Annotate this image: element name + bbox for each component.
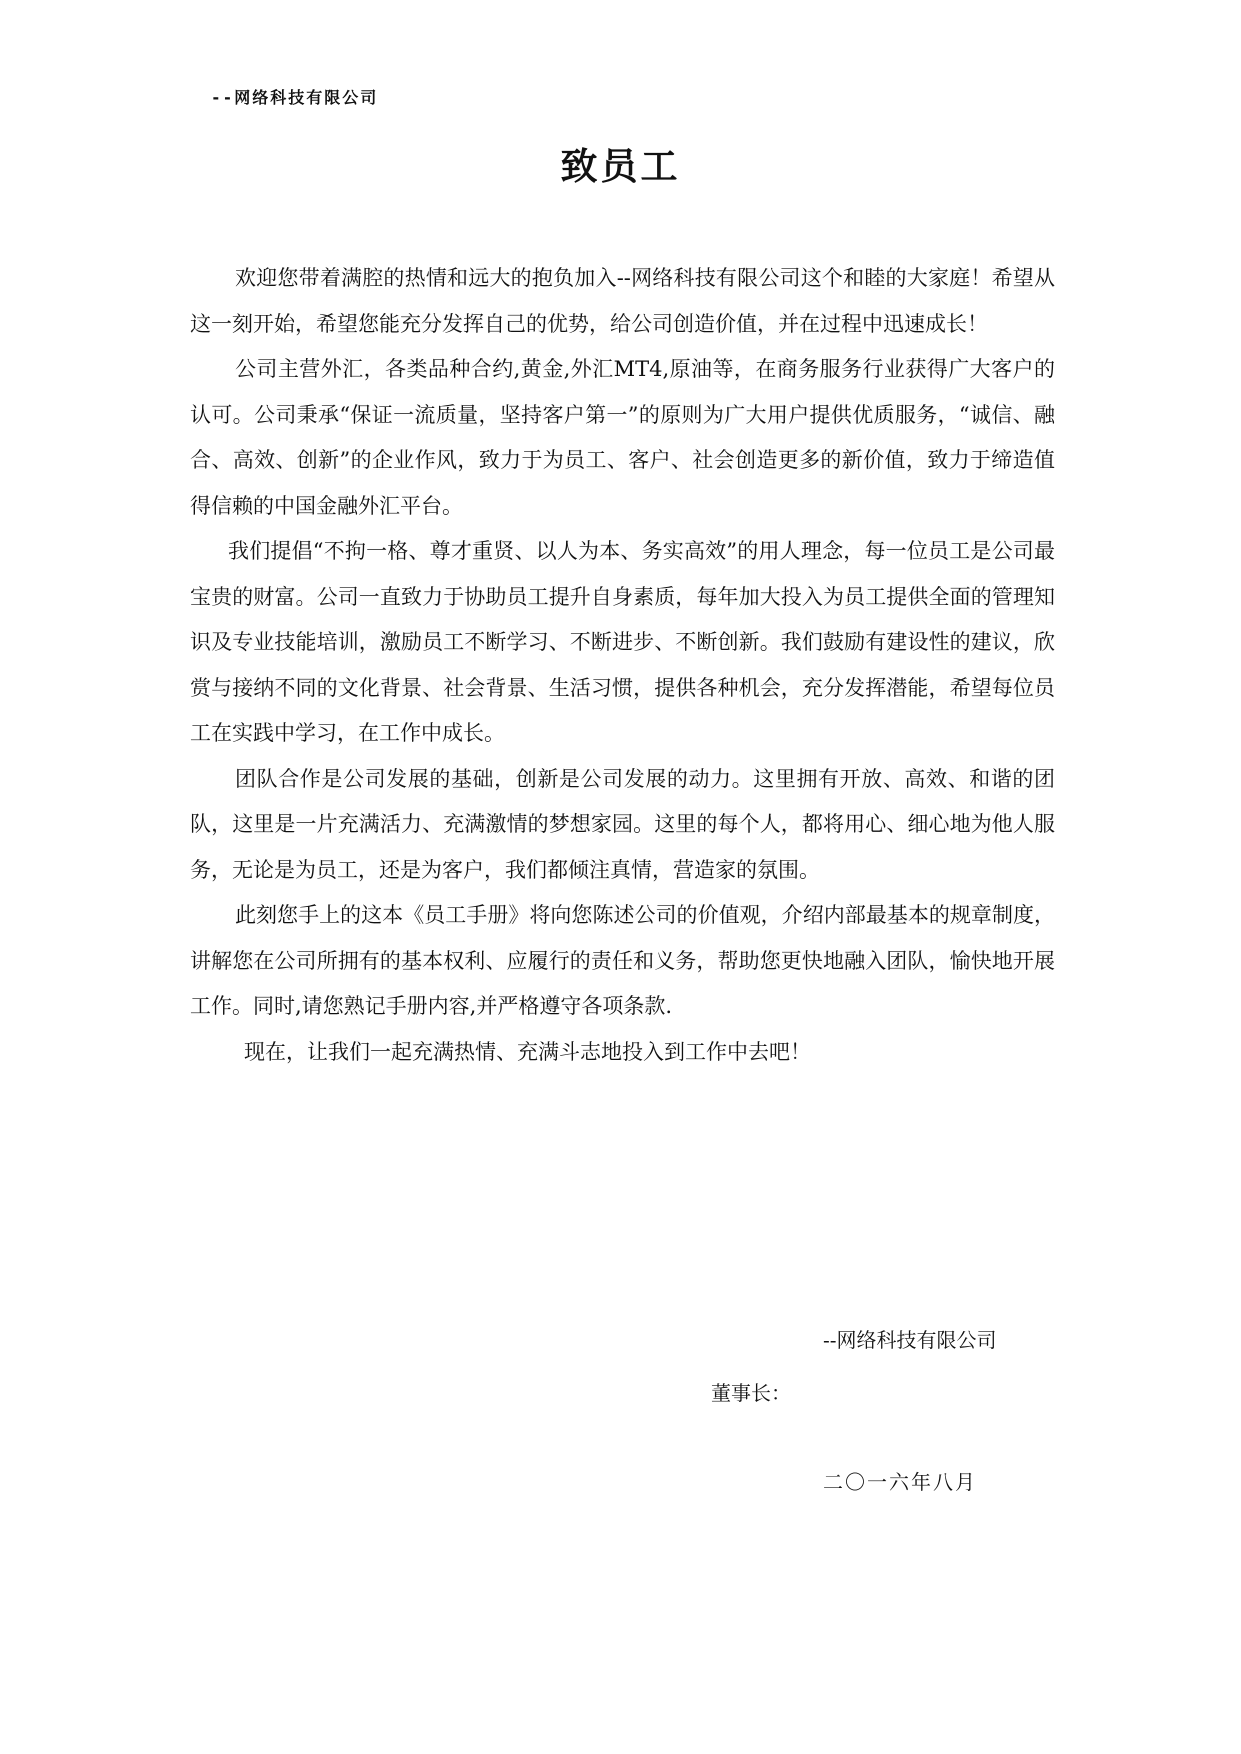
signoff-date: 二〇一六年八月	[823, 1470, 977, 1494]
paragraph-handbook: 此刻您手上的这本《员工手册》将向您陈述公司的价值观，介绍内部最基本的规章制度，讲解您在公司所拥有的基本权利、应履行的责任和义务，帮助您更快地融入团队，愉快地开展工作。同时,请您熟记手册内容,并严格遵守各项条款.	[190, 903, 1055, 1018]
paragraph-business: 公司主营外汇，各类品种合约,黄金,外汇MT4,原油等，在商务服务行业获得广大客户的认可。公司秉承“保证一流质量，坚持客户第一”的原则为广大用户提供优质服务，“诚信、融合、高效、创新”的企业作风，致力于为员工、客户、社会创造更多的新价值，致力于缔造值得信赖的中国金融外汇平台。	[190, 357, 1055, 518]
header-company-name: --网络科技有限公司	[211, 88, 379, 107]
paragraph-talent: 我们提倡“不拘一格、尊才重贤、以人为本、务实高效”的用人理念，每一位员工是公司最宝贵的财富。公司一直致力于协助员工提升自身素质，每年加大投入为员工提供全面的管理知识及专业技能培训，激励员工不断学习、不断进步、不断创新。我们鼓励有建设性的建议，欣赏与接纳不同的文化背景、社会背景、生活习惯，提供各种机会，充分发挥潜能，希望每位员工在实践中学习，在工作中成长。	[190, 539, 1055, 745]
signoff-company-name: --网络科技有限公司	[823, 1328, 997, 1352]
signoff-chairman-label: 董事长：	[711, 1381, 791, 1405]
paragraph-closing: 现在，让我们一起充满热情、充满斗志地投入到工作中去吧！	[244, 1039, 811, 1064]
letter-body	[190, 256, 1055, 1075]
paragraph-teamwork: 团队合作是公司发展的基础，创新是公司发展的动力。这里拥有开放、高效、和谐的团队，这里是一片充满活力、充满激情的梦想家园。这里的每个人，都将用心、细心地为他人服务，无论是为员工，还是为客户，我们都倾注真情，营造家的氛围。	[190, 766, 1055, 882]
paragraph-welcome: 欢迎您带着满腔的热情和远大的抱负加入--网络科技有限公司这个和睦的大家庭！希望从这一刻开始，希望您能充分发挥自己的优势，给公司创造价值，并在过程中迅速成长！	[190, 266, 1055, 336]
page-title: 致员工	[560, 145, 681, 188]
